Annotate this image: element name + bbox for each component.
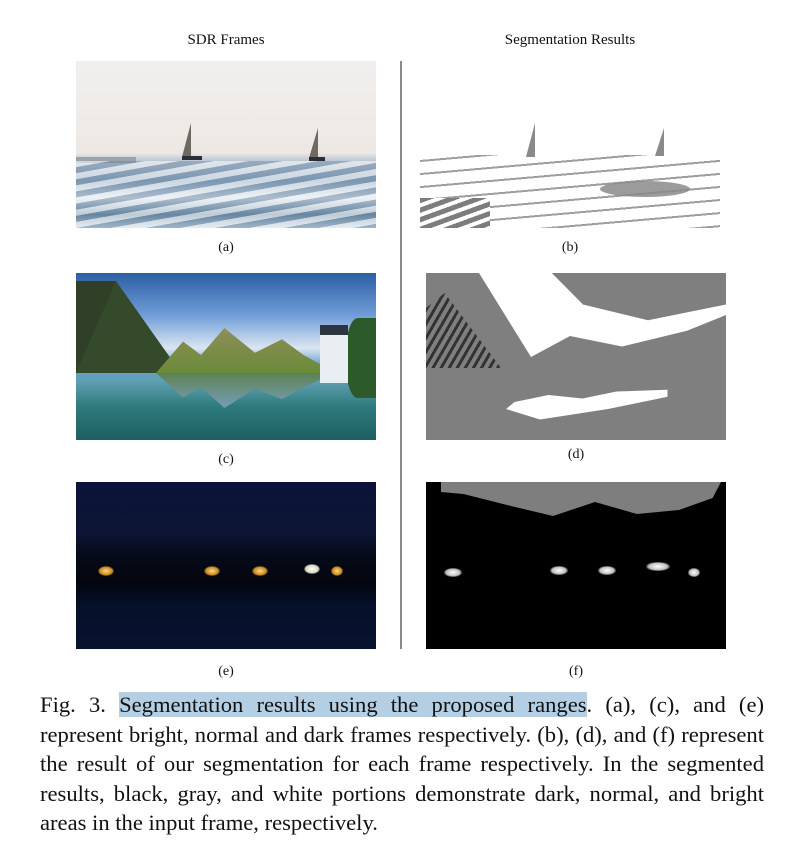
panel-label-b: (b) — [561, 240, 579, 255]
sailboat-right-sail — [309, 128, 318, 158]
column-title-sdr-frames: SDR Frames — [187, 32, 265, 48]
panel-label-d: (d) — [567, 447, 585, 462]
sailboat-left-sail — [182, 123, 191, 157]
figure-caption — [40, 690, 764, 838]
gray-region-wave — [600, 181, 690, 197]
panel-e-dark-frame — [76, 482, 376, 649]
panel-label-c: (c) — [218, 452, 234, 467]
gray-region-sky — [441, 482, 721, 522]
white-light-5 — [688, 568, 700, 577]
gray-region-foreground — [420, 198, 490, 228]
panel-a-bright-frame — [76, 61, 376, 228]
house — [320, 325, 348, 383]
white-region-reflection — [506, 388, 676, 423]
mountain-range — [156, 328, 336, 373]
caption-highlighted-text[interactable]: Segmentation results using the proposed ranges — [119, 692, 587, 717]
panel-label-a: (a) — [218, 240, 234, 255]
trees — [346, 318, 376, 398]
left-mountain — [76, 281, 181, 373]
white-light-2 — [550, 566, 568, 575]
light-1 — [98, 566, 114, 576]
caption-prefix: Fig. 3. — [40, 692, 120, 717]
caption-body: . (a), (c), and (e) represent bright, normal and dark frames respectively. (b), (d), and (f) represent the result of our segmentation for each frame respectively. In the segmented results, black, gray, and white portions demonstrate dark, normal, and bright areas in the input frame, respectively. — [40, 692, 765, 835]
white-light-4 — [646, 562, 670, 571]
white-light-3 — [598, 566, 616, 575]
column-title-segmentation-results: Segmentation Results — [504, 32, 636, 48]
panel-label-f: (f) — [569, 664, 583, 679]
light-3 — [252, 566, 268, 576]
panel-d-normal-segmentation — [426, 273, 726, 440]
black-region-mountain — [426, 293, 501, 368]
panel-label-e: (e) — [218, 664, 234, 679]
lake-reflection — [156, 373, 336, 408]
light-5 — [331, 566, 343, 576]
sailboat-left-hull — [182, 156, 202, 160]
light-2 — [204, 566, 220, 576]
sailboat-left-silhouette — [526, 123, 535, 157]
sailboat-right-silhouette — [655, 128, 664, 156]
panel-b-bright-segmentation — [420, 61, 720, 228]
panel-c-normal-frame — [76, 273, 376, 440]
light-4 — [304, 564, 320, 574]
sea-waves — [76, 161, 376, 228]
panel-f-dark-segmentation — [426, 482, 726, 649]
white-region-sky — [466, 273, 726, 378]
white-light-1 — [444, 568, 462, 577]
column-divider — [400, 61, 402, 649]
